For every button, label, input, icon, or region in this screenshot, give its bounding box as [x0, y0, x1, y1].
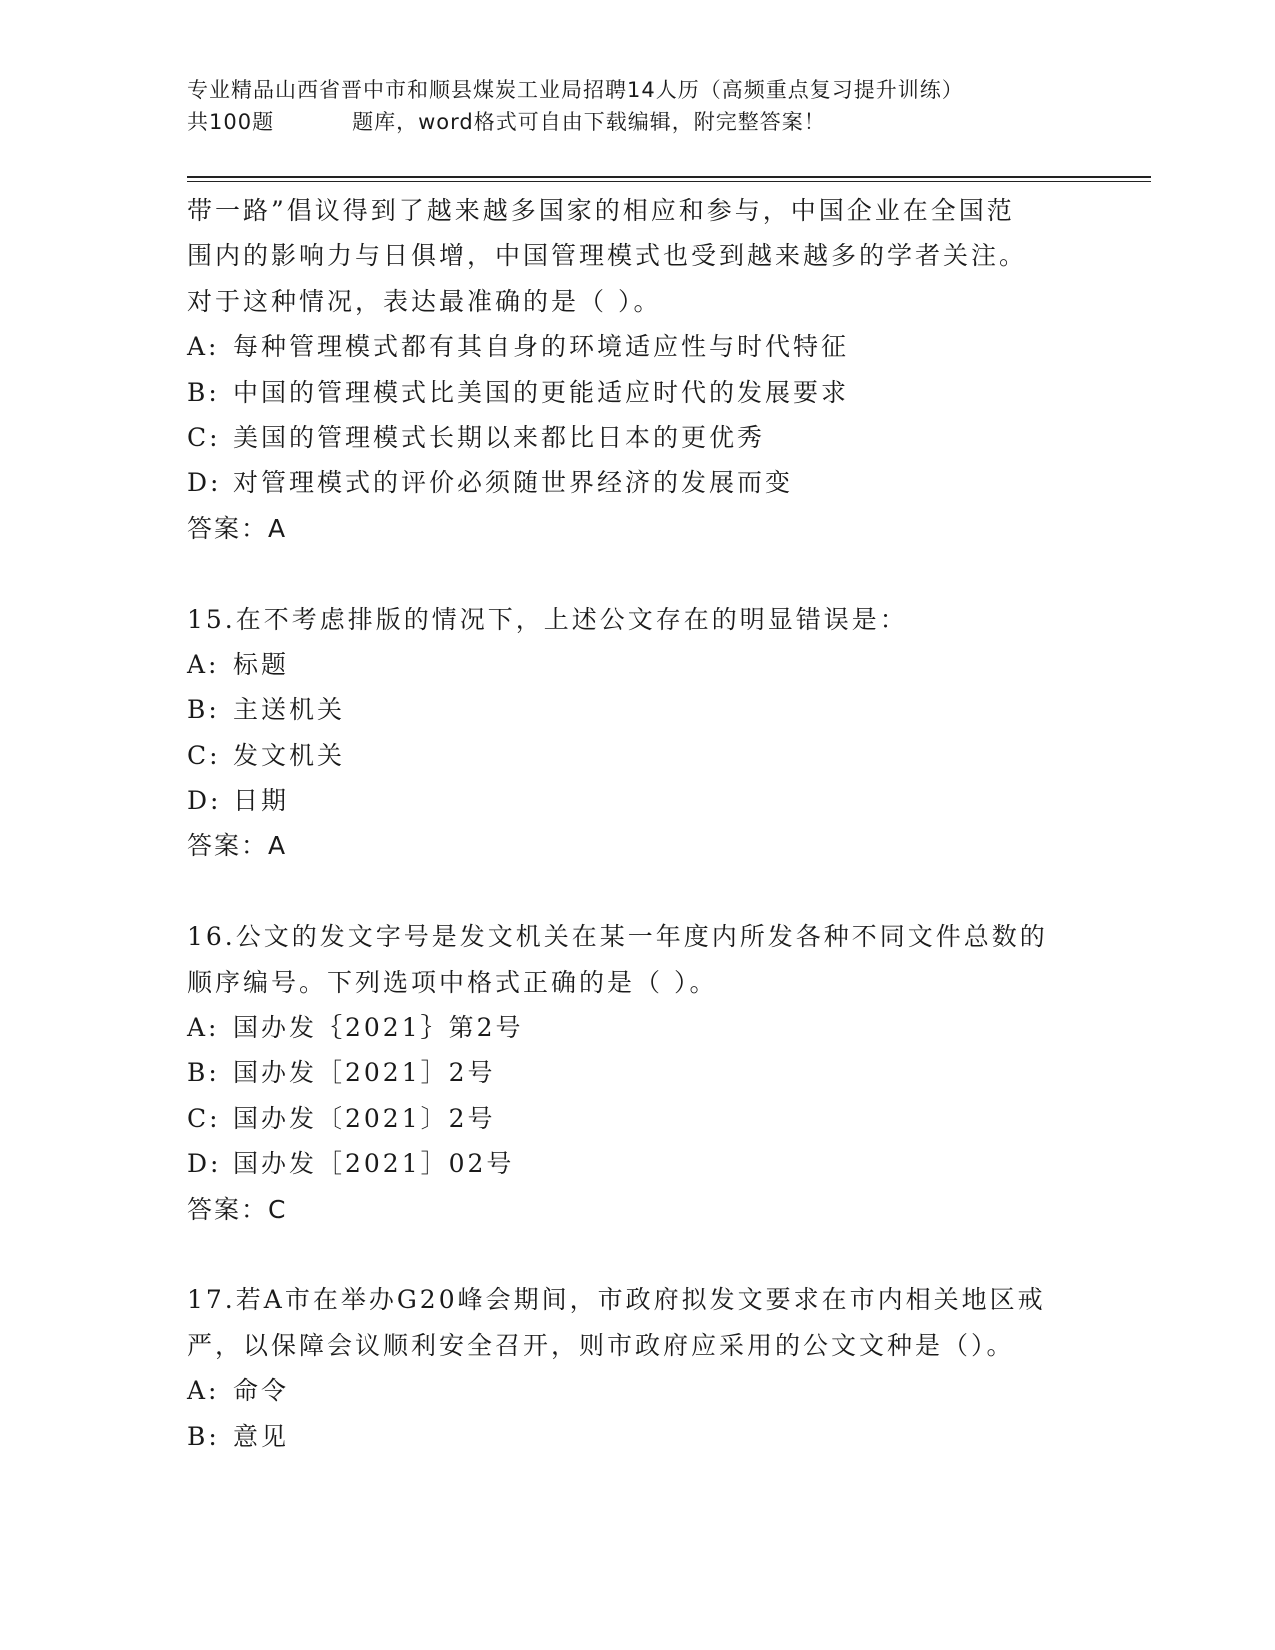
option-text: 国办发｛2021｝第2号: [233, 1013, 524, 1043]
question-17: [187, 1277, 1087, 1459]
option-d: [187, 1141, 1087, 1186]
option-text: 标题: [233, 649, 290, 679]
option-text: 主送机关: [233, 695, 346, 725]
header-title-line2: [187, 106, 1087, 138]
option-a: [187, 642, 1087, 687]
option-text: 日期: [233, 786, 290, 816]
option-c: [187, 733, 1087, 778]
option-letter: A:: [187, 332, 220, 362]
question-16: [187, 914, 1087, 1232]
option-letter: A:: [187, 1376, 220, 1406]
question-stem: 15.在不考虑排版的情况下，上述公文存在的明显错误是：: [187, 604, 908, 634]
option-b: [187, 1414, 1087, 1459]
answer-label: 答案：C: [187, 1194, 288, 1224]
answer-label: 答案：A: [187, 831, 288, 861]
question-15: [187, 597, 1087, 869]
option-letter: A:: [187, 1013, 220, 1043]
option-a: [187, 1005, 1087, 1050]
question-stem: 严，以保障会议顺利安全召开，则市政府应采用的公文文种是（）。: [187, 1330, 1015, 1360]
option-letter: B:: [187, 377, 220, 407]
document-body: [187, 188, 1087, 1459]
option-d: [187, 778, 1087, 823]
option-text: 中国的管理模式比美国的更能适应时代的发展要求: [233, 377, 850, 407]
header-description: 题库，word格式可自由下载编辑，附完整答案！: [352, 110, 826, 134]
header-divider-thick: [187, 176, 1151, 178]
question-stem: 17.若A市在举办G20峰会期间，市政府拟发文要求在市内相关地区戒: [187, 1285, 1046, 1315]
option-letter: A:: [187, 649, 220, 679]
question-stem: 对于这种情况，表达最准确的是（ ）。: [187, 286, 662, 316]
option-text: 国办发［2021］02号: [233, 1149, 515, 1179]
option-c: [187, 1096, 1087, 1141]
option-letter: C:: [187, 422, 221, 452]
question-stem: 带一路”倡议得到了越来越多国家的相应和参与，中国企业在全国范: [187, 196, 1015, 225]
question-stem: 16.公文的发文字号是发文机关在某一年度内所发各种不同文件总数的: [187, 922, 1048, 952]
question-stem: 围内的影响力与日俱增，中国管理模式也受到越来越多的学者关注。: [187, 241, 1028, 271]
option-b: [187, 687, 1087, 732]
option-text: 命令: [233, 1376, 290, 1406]
option-text: 美国的管理模式长期以来都比日本的更优秀: [233, 422, 766, 452]
option-c: [187, 415, 1087, 460]
option-letter: B:: [187, 1421, 220, 1451]
question-14: [187, 188, 1087, 551]
document-header: [187, 74, 1087, 138]
option-text: 国办发［2021］2号: [233, 1058, 496, 1088]
option-b: [187, 1050, 1087, 1095]
option-text: 发文机关: [233, 740, 346, 770]
option-letter: D:: [187, 1149, 222, 1179]
header-divider-thin: [187, 181, 1151, 182]
option-a: [187, 1368, 1087, 1413]
option-letter: B:: [187, 1058, 220, 1088]
option-letter: D:: [187, 786, 222, 816]
header-question-count: 共100题: [187, 110, 275, 134]
option-text: 对管理模式的评价必须随世界经济的发展而变: [233, 468, 794, 498]
option-a: [187, 324, 1087, 369]
option-b: [187, 370, 1087, 415]
question-stem: 顺序编号。下列选项中格式正确的是（ ）。: [187, 967, 718, 997]
option-d: [187, 460, 1087, 505]
option-letter: C:: [187, 740, 221, 770]
option-text: 意见: [233, 1421, 290, 1451]
answer-label: 答案：A: [187, 513, 288, 543]
option-letter: D:: [187, 468, 222, 498]
option-letter: B:: [187, 695, 220, 725]
option-letter: C:: [187, 1103, 221, 1133]
option-text: 每种管理模式都有其自身的环境适应性与时代特征: [233, 332, 850, 362]
header-title-line1: 专业精品山西省晋中市和顺县煤炭工业局招聘14人历（高频重点复习提升训练）: [187, 78, 964, 102]
option-text: 国办发〔2021〕2号: [233, 1103, 496, 1133]
